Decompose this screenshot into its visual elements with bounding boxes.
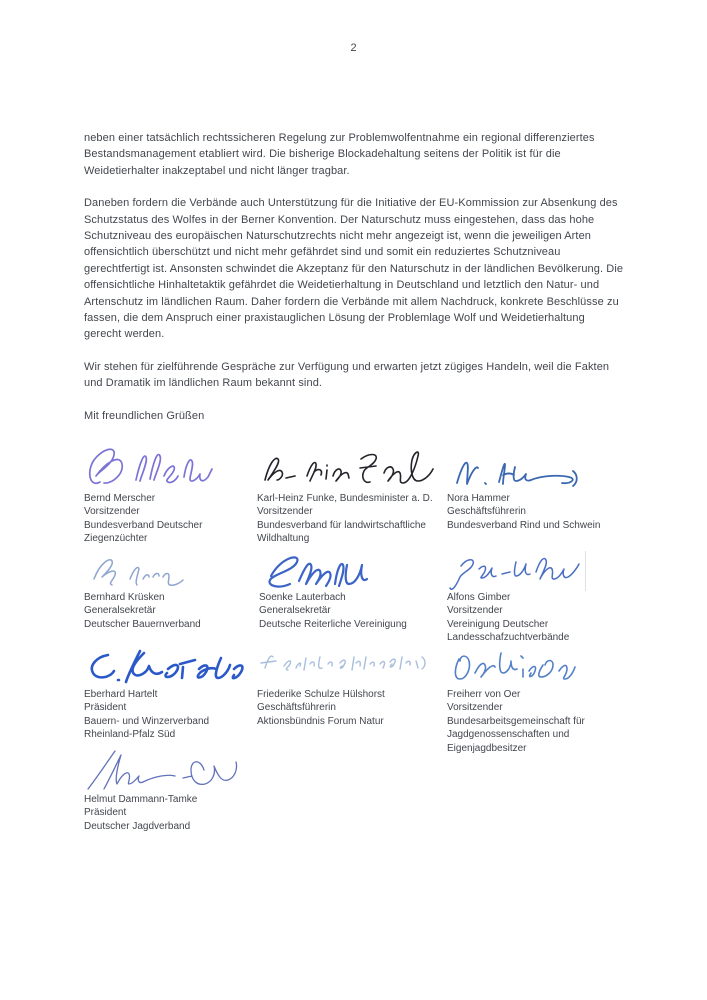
signature-area	[84, 749, 197, 793]
page-number: 2	[350, 42, 357, 54]
signatory-organization: Wildhaltung	[257, 533, 310, 545]
signatory-name: Alfons Gimber	[447, 592, 511, 603]
signatory-organization: Jagdgenossenschaften und	[447, 729, 570, 741]
body-paragraph-1: neben einer tatsächlich rechtssicheren Regelung zur Problemwolfentnahme ein regional differenziertes Bestandsmanagement etabliert wird. Die bisherige Blockadehaltung seitens der Politik ist für die Weidetierhalter inakzeptabel und nicht länger tragbar.	[84, 132, 595, 177]
handwritten-signature-icon	[84, 444, 244, 490]
signature-area	[84, 444, 202, 492]
signature-block	[84, 644, 209, 742]
signature-area	[447, 551, 586, 591]
signatory-organization: Bundesverband Deutscher	[84, 519, 203, 531]
signatory-title: Vorsitzender	[447, 605, 503, 617]
signatory-organization: Deutscher Jagdverband	[84, 820, 191, 832]
signature-area	[259, 551, 407, 591]
handwritten-signature-icon	[447, 550, 585, 590]
signatory-organization: Bundesarbeitsgemeinschaft für	[447, 715, 585, 727]
signatory-name: Bernd Merscher	[84, 493, 156, 504]
signatory-organization: Deutscher Bauernverband	[84, 618, 201, 630]
signature-area	[447, 444, 600, 492]
body-paragraph-3: Wir stehen für zielführende Gespräche zur Verfügung und erwarten jetzt zügiges Handeln, weil die Fakten und Dramatik im ländlichen Raum bekannt sind.	[84, 360, 610, 390]
signatory-name: Eberhard Hartelt	[84, 689, 158, 700]
signature-area	[84, 551, 201, 591]
closing-salutation: Mit freundlichen Grüßen	[84, 409, 205, 422]
signatory-title: Präsident	[84, 807, 127, 819]
signature-block	[447, 444, 600, 532]
signature-block	[257, 644, 385, 728]
handwritten-signature-icon	[257, 650, 442, 676]
signature-block	[447, 551, 586, 645]
signatory-name: Soenke Lauterbach	[259, 592, 346, 603]
body-paragraph-2: Daneben fordern die Verbände auch Unterstützung für die Initiative der EU-Kommission zur Absenkung des Schutzstatus des Wolfes in der Berner Konvention. Der Naturschutz muss eingestehen, dass das hohe Schutzniveau des europäischen Naturschutzrechts nicht mehr angezeigt ist, wenn die jeweiligen Arten offensichtlich überschützt und nicht mehr gefährdet sind und somit ein reduziertes Schutzniveau gerechtfertigt ist. Ansonsten schwindet die Akzeptanz für den Naturschutz in der ländlichen Bevölkerung. Die offensichtliche Hinhaltetaktik gefährdet die Weidetierhaltung in Deutschland und letztlich den Natur- und Artenschutz im ländlichen Raum. Daher fordern die Verbände mit allem Nachdruck, konkrete Beschlüsse zu fassen, die dem Anspruch einer praxistauglichen Lösung der Problemlage Wolf und Weidetierhaltung gerecht werden.	[84, 197, 624, 341]
handwritten-signature-icon	[447, 451, 592, 489]
signatory-title: Vorsitzender	[447, 702, 503, 714]
signatory-organization: Deutsche Reiterliche Vereinigung	[259, 618, 407, 630]
signatory-name: Friederike Schulze Hülshorst	[257, 689, 385, 700]
handwritten-signature-icon	[259, 550, 371, 590]
signatory-title: Vorsitzender	[84, 506, 140, 518]
signatory-organization: Eigenjagdbesitzer	[447, 742, 527, 754]
signatory-name: Karl-Heinz Funke, Bundesminister a. D.	[257, 493, 433, 504]
signatory-organization: Landesschafzuchtverbände	[447, 632, 570, 644]
signature-area	[257, 644, 385, 688]
signature-area	[84, 644, 209, 688]
signatory-organization: Bundesverband für landwirtschaftliche	[257, 519, 426, 531]
signatory-name: Nora Hammer	[447, 493, 510, 504]
handwritten-signature-icon	[84, 551, 194, 589]
signature-block	[259, 551, 407, 631]
signatory-organization: Aktionsbündnis Forum Natur	[257, 715, 384, 727]
signature-area	[447, 644, 585, 688]
signatory-organization: Bundesverband Rind und Schwein	[447, 519, 601, 531]
signatory-organization: Rheinland-Pfalz Süd	[84, 729, 176, 741]
signatory-organization: Bauern- und Winzerverband	[84, 715, 210, 727]
signatory-name: Bernhard Krüsken	[84, 592, 165, 603]
signatory-name: Freiherr von Oer	[447, 689, 521, 700]
handwritten-signature-icon	[84, 747, 242, 792]
signature-area	[257, 444, 433, 492]
signature-block	[447, 644, 585, 755]
signatory-title: Generalsekretär	[259, 605, 331, 617]
signature-block	[84, 749, 197, 833]
signatory-title: Vorsitzender	[257, 506, 313, 518]
signature-block	[84, 444, 202, 546]
signatory-title: Geschäftsführerin	[257, 702, 336, 714]
handwritten-signature-icon	[257, 446, 442, 488]
handwritten-signature-icon	[447, 643, 579, 685]
signatory-name: Helmut Dammann-Tamke	[84, 794, 198, 805]
signature-block	[257, 444, 433, 546]
signatory-organization: Vereinigung Deutscher	[447, 618, 549, 630]
signatory-title: Generalsekretär	[84, 605, 156, 617]
handwritten-signature-icon	[84, 643, 249, 685]
signature-block	[84, 551, 201, 631]
letter-body	[84, 130, 624, 424]
signatory-title: Präsident	[84, 702, 127, 714]
signatory-title: Geschäftsführerin	[447, 506, 526, 518]
signatory-organization: Ziegenzüchter	[84, 533, 148, 545]
